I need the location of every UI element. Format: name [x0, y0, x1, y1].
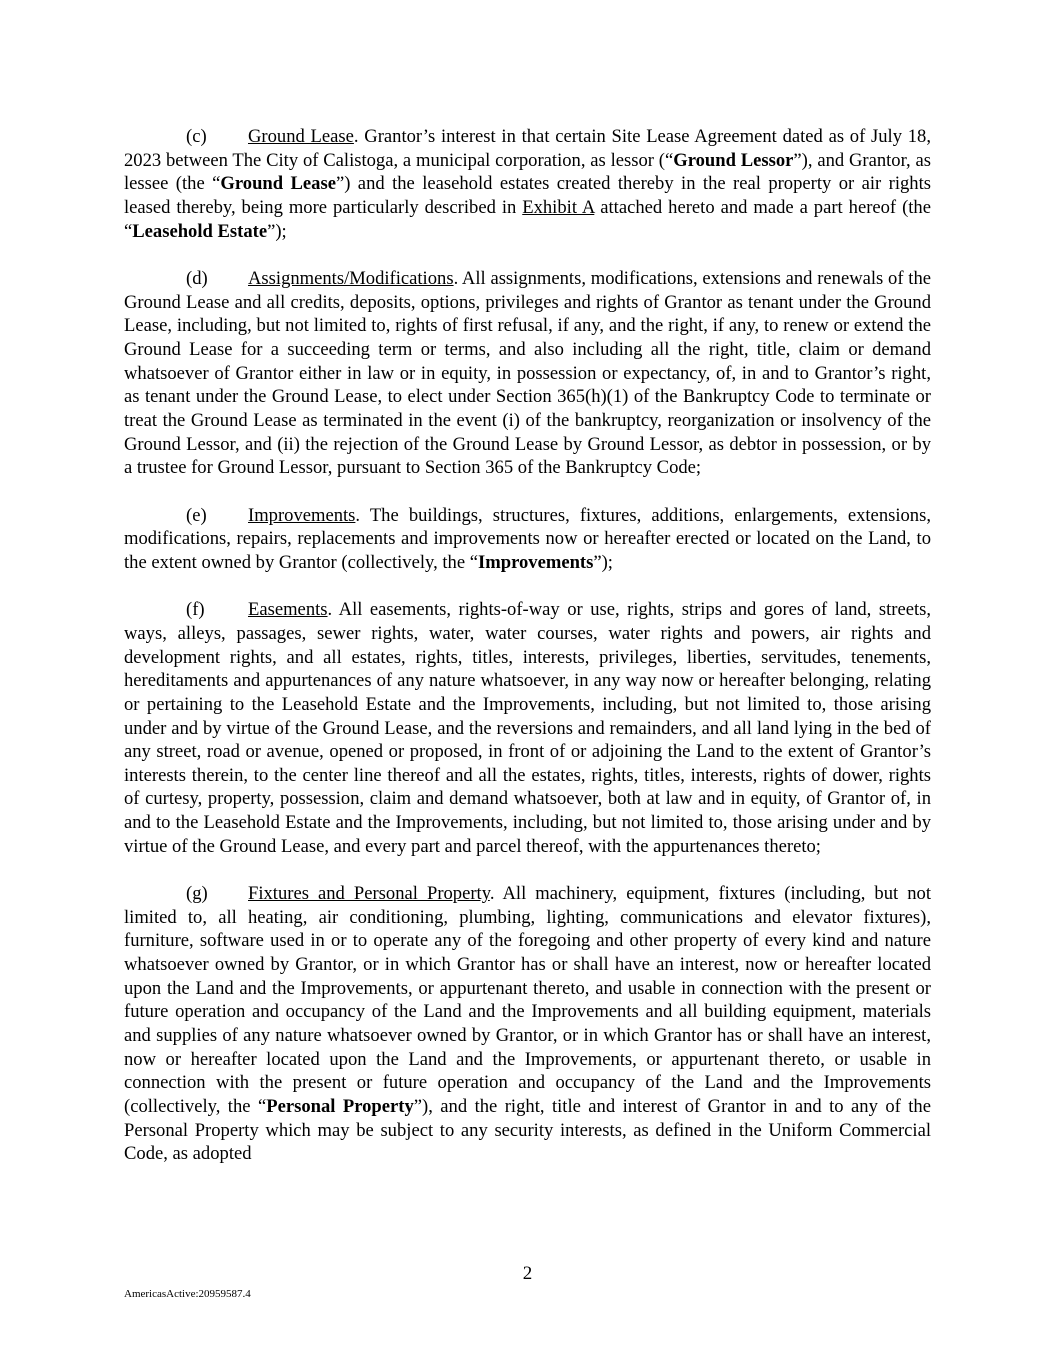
document-body	[124, 125, 931, 1190]
document-id: AmericasActive:20959587.4	[124, 1288, 251, 1300]
paragraph-c	[124, 125, 931, 243]
paragraph-number: (c)	[186, 126, 207, 147]
paragraph-text: . Grantor’s interest in that certain Site Lease Agreement dated as of July 18, 2023 between The City of Calistoga, a municipal corporation, as lessor (“	[124, 126, 932, 171]
paragraph-g	[124, 882, 931, 1166]
paragraph-text: ”);	[593, 551, 613, 573]
paragraph-text: . All machinery, equipment, fixtures (including, but not limited to, all heating, air conditioning, plumbing, lighting, communications and elevator fixtures), furniture, software used in or to operate any of the foregoing and other property of every kind and nature whatsoever owned by Grantor, or in which Grantor has or shall have an interest, now or hereafter located upon the Land and the Improvements, or appurtenant thereto, and usable in connection with the present or future operation and occupancy of the Land and the Improvements and all building equipment, materials and supplies of any nature whatsoever owned by Grantor, or in which Grantor has or shall have an interest, now or hereafter located upon the Land and the Improvements, or appurtenant thereto, or usable in connection with the present or future operation and occupancy of the Land and the Improvements (collectively, the “	[124, 883, 931, 1118]
paragraph-heading: Assignments/Modifications	[248, 267, 454, 289]
paragraph-number: (e)	[186, 504, 207, 526]
defined-term: Ground Lease	[220, 173, 336, 195]
paragraph-text: attached hereto and made a part hereof (the “	[124, 196, 931, 242]
paragraph-d	[124, 267, 931, 480]
defined-term: Leasehold Estate	[132, 220, 268, 242]
exhibit-reference: Exhibit A	[522, 196, 595, 218]
defined-term: Ground Lessor	[673, 149, 794, 171]
paragraph-heading: Fixtures and Personal Property	[248, 883, 490, 905]
paragraph-text: ”), and Grantor, as lessee (the “	[124, 149, 931, 195]
paragraph-heading: Easements	[248, 599, 328, 621]
paragraph-text: ”);	[267, 220, 287, 242]
page-number: 2	[522, 1263, 533, 1284]
paragraph-number: (g)	[186, 883, 208, 905]
paragraph-number: (d)	[186, 267, 208, 289]
paragraph-number: (f)	[186, 599, 205, 621]
paragraph-text: . The buildings, structures, fixtures, additions, enlargements, extensions, modifications, repairs, replacements and improvements now or hereafter erected or located on the Land, to the extent owned by Grantor (collectively, the “	[124, 504, 931, 573]
paragraph-text: . All assignments, modifications, extensions and renewals of the Ground Lease and all credits, deposits, options, privileges and rights of Grantor as tenant under the Ground Lease, including, but not limited to, rights of first refusal, if any, and the right, if any, to renew or extend the Ground Lease for a succeeding term or terms, and also including all the right, title, claim or demand whatsoever of Grantor either in law or in equity, in possession or expectancy, of, in and to Grantor’s right, as tenant under the Ground Lease, to elect under Section 365(h)(1) of the Bankruptcy Code to terminate or treat the Ground Lease as terminated in the event (i) of the bankruptcy, reorganization or insolvency of the Ground Lessor, and (ii) the rejection of the Ground Lease by Ground Lessor, as debtor in possession, or by a trustee for Ground Lessor, pursuant to Section 365 of the Bankruptcy Code;	[124, 267, 931, 479]
paragraph-f	[124, 598, 931, 858]
paragraph-text: . All easements, rights-of-way or use, rights, strips and gores of land, streets, ways, alleys, passages, sewer rights, water, water courses, water rights and powers, air rights and development rights, and all estates, rights, titles, interests, privileges, liberties, servitudes, tenements, hereditaments and appurtenances of any nature whatsoever, in any way now or hereafter belonging, relating or pertaining to the Leasehold Estate and the Improvements, including, but not limited to, those arising under and by virtue of the Ground Lease, and the reversions and remainders, and all land lying in the bed of any street, road or avenue, opened or proposed, in front of or adjoining the Land to the extent of Grantor’s interests therein, to the center line thereof and all the estates, rights, titles, interests, rights of dower, rights of curtesy, property, possession, claim and demand whatsoever, both at law and in equity, of Grantor of, in and to the Leasehold Estate and the Improvements, including, but not limited to, those arising under and by virtue of the Ground Lease, and every part and parcel thereof, with the appurtenances thereto;	[124, 599, 931, 857]
defined-term: Personal Property	[266, 1096, 414, 1118]
paragraph-text: ”), and the right, title and interest of Grantor in and to any of the Personal Property which may be subject to any security interests, as defined in the Uniform Commercial Code, as adopted	[124, 1096, 931, 1165]
paragraph-heading: Improvements	[248, 504, 356, 526]
defined-term: Improvements	[478, 551, 594, 573]
paragraph-heading: Ground Lease	[248, 126, 354, 147]
paragraph-text: ”) and the leasehold estates created thereby in the real property or air rights leased thereby, being more particularly described in	[124, 173, 932, 218]
paragraph-e	[124, 504, 931, 575]
